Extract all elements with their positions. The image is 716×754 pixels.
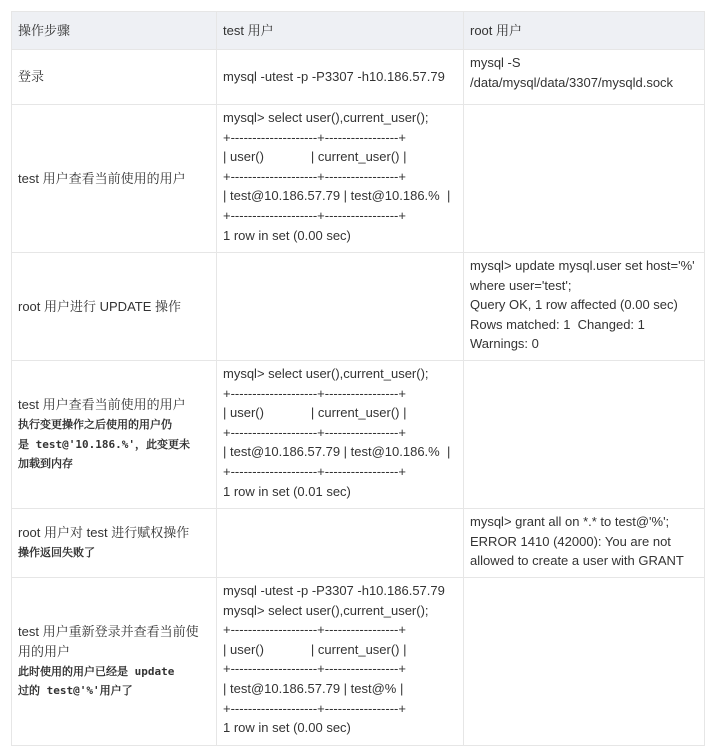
code-line: ERROR 1410 (42000): You are not <box>470 533 671 549</box>
table-row <box>12 105 705 253</box>
test-user-cell <box>217 361 464 509</box>
code-line: /data/mysql/data/3307/mysqld.sock <box>470 74 674 90</box>
code-line: 1 row in set (0.00 sec) <box>223 227 351 243</box>
step-text: test 用户查看当前使用的用户 <box>18 397 186 413</box>
table-header-row <box>12 12 705 50</box>
step-text: root 用户进行 UPDATE 操作 <box>18 298 182 314</box>
step-cell <box>12 509 217 578</box>
table-row <box>12 50 705 105</box>
code-line: +--------------------+-----------------+ <box>223 622 406 638</box>
step-cell <box>12 50 217 105</box>
code-line: | test@10.186.57.79 | test@10.186.% | <box>223 188 451 204</box>
test-user-cell <box>217 578 464 746</box>
step-text: 登录 <box>18 69 45 85</box>
code-line: | user() | current_user() | <box>223 149 407 165</box>
code-line: where user='test'; <box>470 277 572 293</box>
test-user-cell <box>217 50 464 105</box>
code-line: | test@10.186.57.79 | test@10.186.% | <box>223 444 451 460</box>
test-user-cell <box>217 253 464 361</box>
step-cell <box>12 361 217 509</box>
code-line: | user() | current_user() | <box>223 641 407 657</box>
code-line: +--------------------+-----------------+ <box>223 424 406 440</box>
step-text: 用的用户 <box>18 643 71 659</box>
code-line: mysql> grant all on *.* to test@'%'; <box>470 514 670 529</box>
step-note: 是 test@'10.186.%'，此变更未 <box>18 437 190 451</box>
table-row <box>12 578 705 746</box>
code-line: allowed to create a user with GRANT <box>470 553 684 569</box>
code-line: +--------------------+-----------------+ <box>223 700 406 716</box>
step-cell <box>12 578 217 746</box>
step-cell <box>12 105 217 253</box>
code-line: +--------------------+-----------------+ <box>223 129 406 145</box>
table-row <box>12 509 705 578</box>
code-line: mysql> select user(),current_user(); <box>223 110 429 125</box>
root-user-cell <box>464 105 705 253</box>
table-row <box>12 253 705 361</box>
code-line: mysql -S <box>470 55 521 70</box>
code-line: 1 row in set (0.00 sec) <box>223 720 351 736</box>
code-line: +--------------------+-----------------+ <box>223 207 406 223</box>
step-note: 过的 test@'%'用户了 <box>18 684 133 698</box>
root-user-cell <box>464 361 705 509</box>
test-user-cell <box>217 105 464 253</box>
step-text: root 用户对 test 进行赋权操作 <box>18 525 190 541</box>
step-note: 操作返回失败了 <box>18 546 95 559</box>
code-line: mysql> select user(),current_user(); <box>223 602 429 618</box>
step-cell <box>12 253 217 361</box>
steps-table <box>11 11 705 746</box>
code-line: +--------------------+-----------------+ <box>223 385 406 401</box>
code-line: Warnings: 0 <box>470 336 539 352</box>
code-line: +--------------------+-----------------+ <box>223 463 406 479</box>
header-root-user: root 用户 <box>464 12 705 50</box>
code-line: mysql> select user(),current_user(); <box>223 366 429 381</box>
code-line: mysql -utest -p -P3307 -h10.186.57.79 <box>223 69 445 85</box>
table-row <box>12 361 705 509</box>
step-note: 此时使用的用户已经是 update <box>18 664 175 678</box>
code-line: | test@10.186.57.79 | test@% | <box>223 680 404 696</box>
root-user-cell <box>464 578 705 746</box>
header-step: 操作步骤 <box>12 12 217 50</box>
code-line: 1 row in set (0.01 sec) <box>223 483 351 499</box>
code-line: mysql> update mysql.user set host='%' <box>470 258 695 273</box>
step-note: 执行变更操作之后使用的用户仍 <box>18 417 172 431</box>
step-text: test 用户重新登录并查看当前使 <box>18 624 199 640</box>
code-line: | user() | current_user() | <box>223 405 407 421</box>
header-test-user: test 用户 <box>217 12 464 50</box>
code-line: +--------------------+-----------------+ <box>223 168 406 184</box>
code-line: +--------------------+-----------------+ <box>223 661 406 677</box>
root-user-cell <box>464 50 705 105</box>
code-line: Rows matched: 1 Changed: 1 <box>470 316 645 332</box>
step-text: test 用户查看当前使用的用户 <box>18 170 186 186</box>
code-line: mysql -utest -p -P3307 -h10.186.57.79 <box>223 583 445 598</box>
step-note: 加载到内存 <box>18 457 73 471</box>
test-user-cell <box>217 509 464 578</box>
root-user-cell <box>464 509 705 578</box>
code-line: Query OK, 1 row affected (0.00 sec) <box>470 297 678 313</box>
root-user-cell <box>464 253 705 361</box>
